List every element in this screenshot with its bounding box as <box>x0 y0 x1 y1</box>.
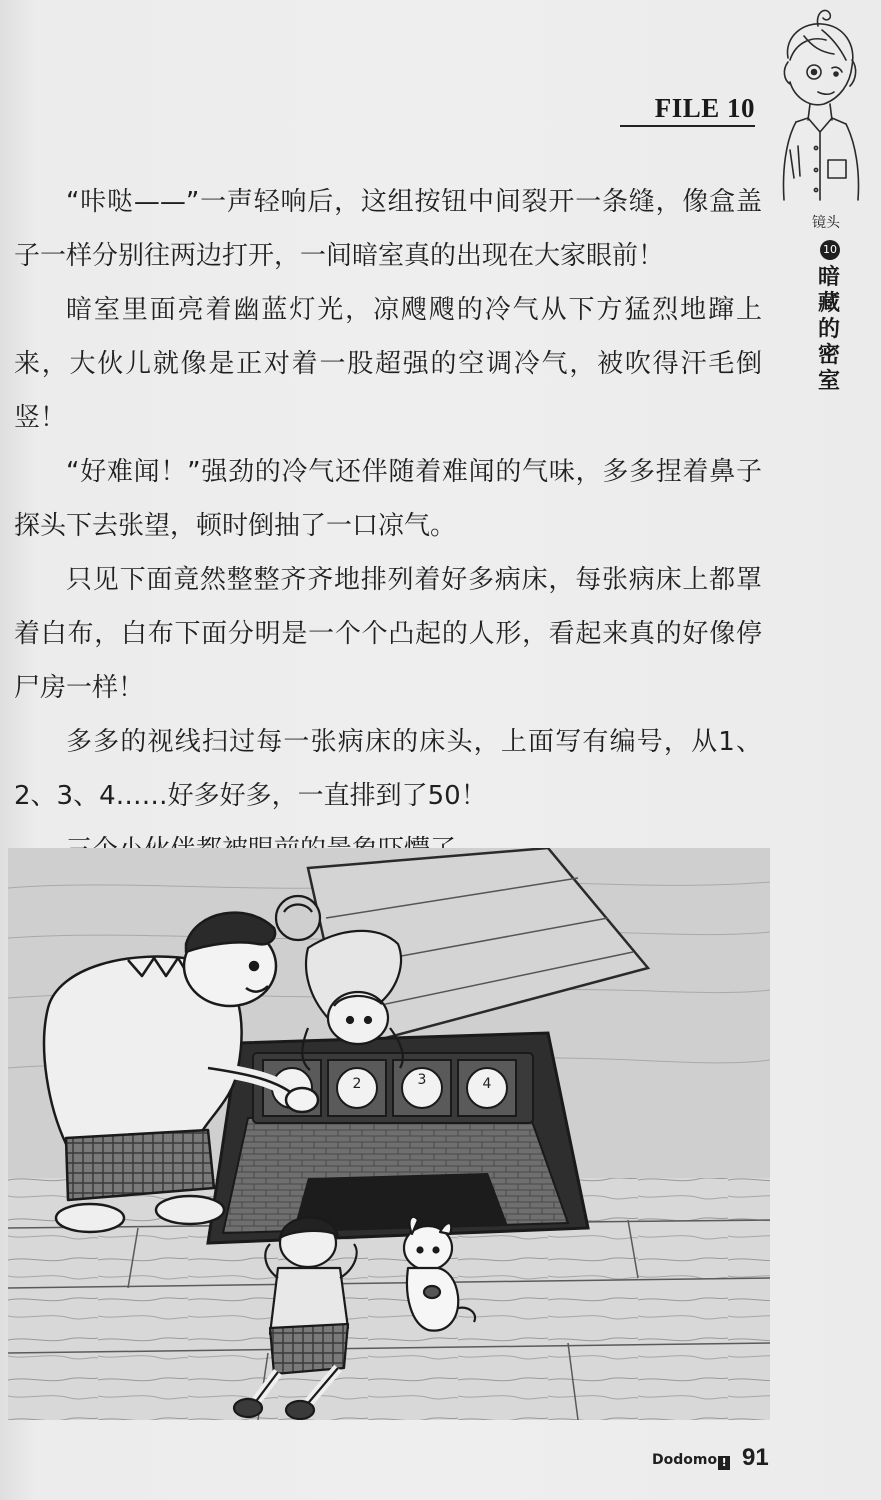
chapter-title-vertical: 暗藏的密室 <box>818 264 841 394</box>
file-header: FILE 10 <box>654 93 755 123</box>
page-number: 91 <box>742 1444 769 1471</box>
panel-button-4: 4 <box>482 1076 492 1092</box>
paragraph: “好难闻！”强劲的冷气还伴随着难闻的气味，多多捏着鼻子探头下去张望，顿时倒抽了一口凉气。 <box>14 457 762 541</box>
body-text <box>14 175 762 877</box>
mascot-boy-sketch <box>760 0 870 210</box>
paragraph: 多多的视线扫过每一张病床的床头，上面写有编号，从1、2、3、4……好多好多，一直排到了50！ <box>14 727 762 811</box>
paragraph: “咔哒——”一声轻响后，这组按钮中间裂开一条缝，像盒盖子一样分别往两边打开，一间暗室真的出现在大家眼前！ <box>14 187 762 271</box>
panel-button-3: 3 <box>417 1072 427 1088</box>
footer-brand-mark: ! <box>718 1456 730 1470</box>
panel-button-2: 2 <box>352 1076 362 1092</box>
footer-brand-text: Dodomo <box>652 1452 718 1468</box>
paragraph: 暗室里面亮着幽蓝灯光，凉飕飕的冷气从下方猛烈地蹿上来，大伙儿就像是正对着一股超强的空调冷气，被吹得汗毛倒竖！ <box>14 295 762 433</box>
sidebar-caption: 镜头 <box>812 215 840 231</box>
comic-illustration <box>8 848 770 1420</box>
footer-brand <box>652 1452 730 1470</box>
file-header-underline <box>620 125 755 127</box>
paragraph: 只见下面竟然整整齐齐地排列着好多病床，每张病床上都罩着白布，白布下面分明是一个个凸起的人形，看起来真的好像停尸房一样！ <box>14 565 762 703</box>
chapter-number-badge: 10 <box>820 240 840 260</box>
